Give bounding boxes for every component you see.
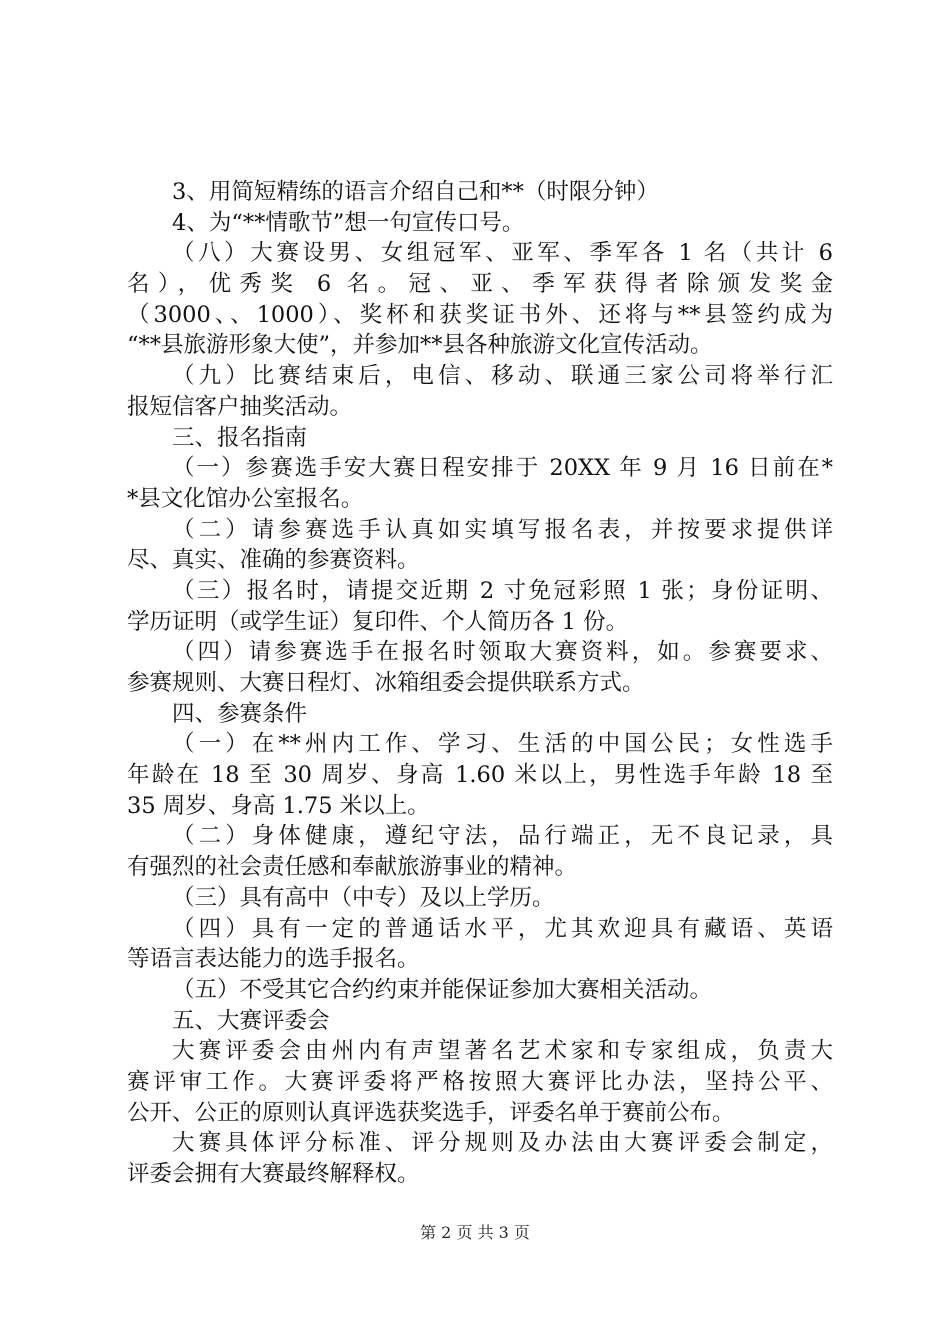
text-line: 五、大赛评委会 — [172, 1007, 330, 1034]
text-line: *县文化馆办公室报名。 — [127, 485, 364, 512]
page-footer: 第 2 页 共 3 页 — [420, 1223, 530, 1242]
text-line: 尽、真实、准确的参赛资料。 — [127, 547, 420, 574]
text-line: 参赛规则、大赛日程灯、冰箱组委会提供联系方式。 — [127, 670, 645, 696]
document-body — [127, 177, 833, 1190]
text-line: 名），优秀奖 6 名。冠、亚、季军获得者除颁发奖金 — [127, 271, 833, 298]
text-line: （三）报名时，请提交近期 2 寸免冠彩照 1 张；身份证明、 — [172, 577, 833, 604]
text-line: （3000、、1000）、奖杯和获奖证书外、还将与**县签约成为 — [127, 301, 833, 328]
text-line: 4、为“**情歌节”想一句宣传口号。 — [172, 209, 525, 236]
text-line: 学历证明（或学生证）复印件、个人简历各 1 份。 — [127, 608, 629, 635]
text-line: 评委会拥有大赛最终解释权。 — [127, 1161, 420, 1187]
text-line: （四）请参赛选手在报名时领取大赛资料，如。参赛要求、 — [172, 639, 833, 666]
text-line: 公开、公正的原则认真评选获奖选手，评委名单于赛前公布。 — [127, 1099, 735, 1126]
text-line: 大赛评委会由州内有声望著名艺术家和专家组成，负责大 — [172, 1038, 833, 1065]
text-line: 年龄在 18 至 30 周岁、身高 1.60 米以上，男性选手年龄 18 至 — [127, 762, 833, 789]
text-line: 等语言表达能力的选手报名。 — [127, 946, 420, 973]
text-line: 3、用简短精练的语言介绍自己和**（时限分钟） — [172, 179, 659, 205]
text-line: （八）大赛设男、女组冠军、亚军、季军各 1 名（共计 6 — [172, 240, 833, 267]
text-line: “**县旅游形象大使”，并参加**县各种旅游文化宣传活动。 — [127, 332, 713, 359]
text-line: （二）请参赛选手认真如实填写报名表，并按要求提供详 — [172, 516, 833, 543]
text-line: （一）在**州内工作、学习、生活的中国公民；女性选手 — [172, 731, 833, 758]
text-line: 35 周岁、身高 1.75 米以上。 — [127, 792, 430, 819]
text-line: （九）比赛结束后，电信、移动、联通三家公司将举行汇 — [172, 363, 833, 390]
text-line: （四）具有一定的普通话水平，尤其欢迎具有藏语、英语 — [172, 915, 833, 942]
text-line: 报短信客户抽奖活动。 — [127, 393, 353, 420]
text-line: （三）具有高中（中专）及以上学历。 — [172, 884, 555, 911]
text-line: 赛评审工作。大赛评委将严格按照大赛评比办法，坚持公平、 — [127, 1068, 833, 1095]
text-line: 大赛具体评分标准、评分规则及办法由大赛评委会制定， — [172, 1130, 833, 1157]
text-line: 三、报名指南 — [172, 424, 308, 451]
text-line: 有强烈的社会责任感和奉献旅游事业的精神。 — [127, 854, 578, 881]
text-line: （二）身体健康，遵纪守法，品行端正，无不良记录，具 — [172, 823, 833, 850]
text-line: （一）参赛选手安大赛日程安排于 20XX 年 9 月 16 日前在* — [172, 455, 833, 482]
text-line: 四、参赛条件 — [172, 700, 308, 727]
text-line: （五）不受其它合约约束并能保证参加大赛相关活动。 — [172, 976, 713, 1003]
